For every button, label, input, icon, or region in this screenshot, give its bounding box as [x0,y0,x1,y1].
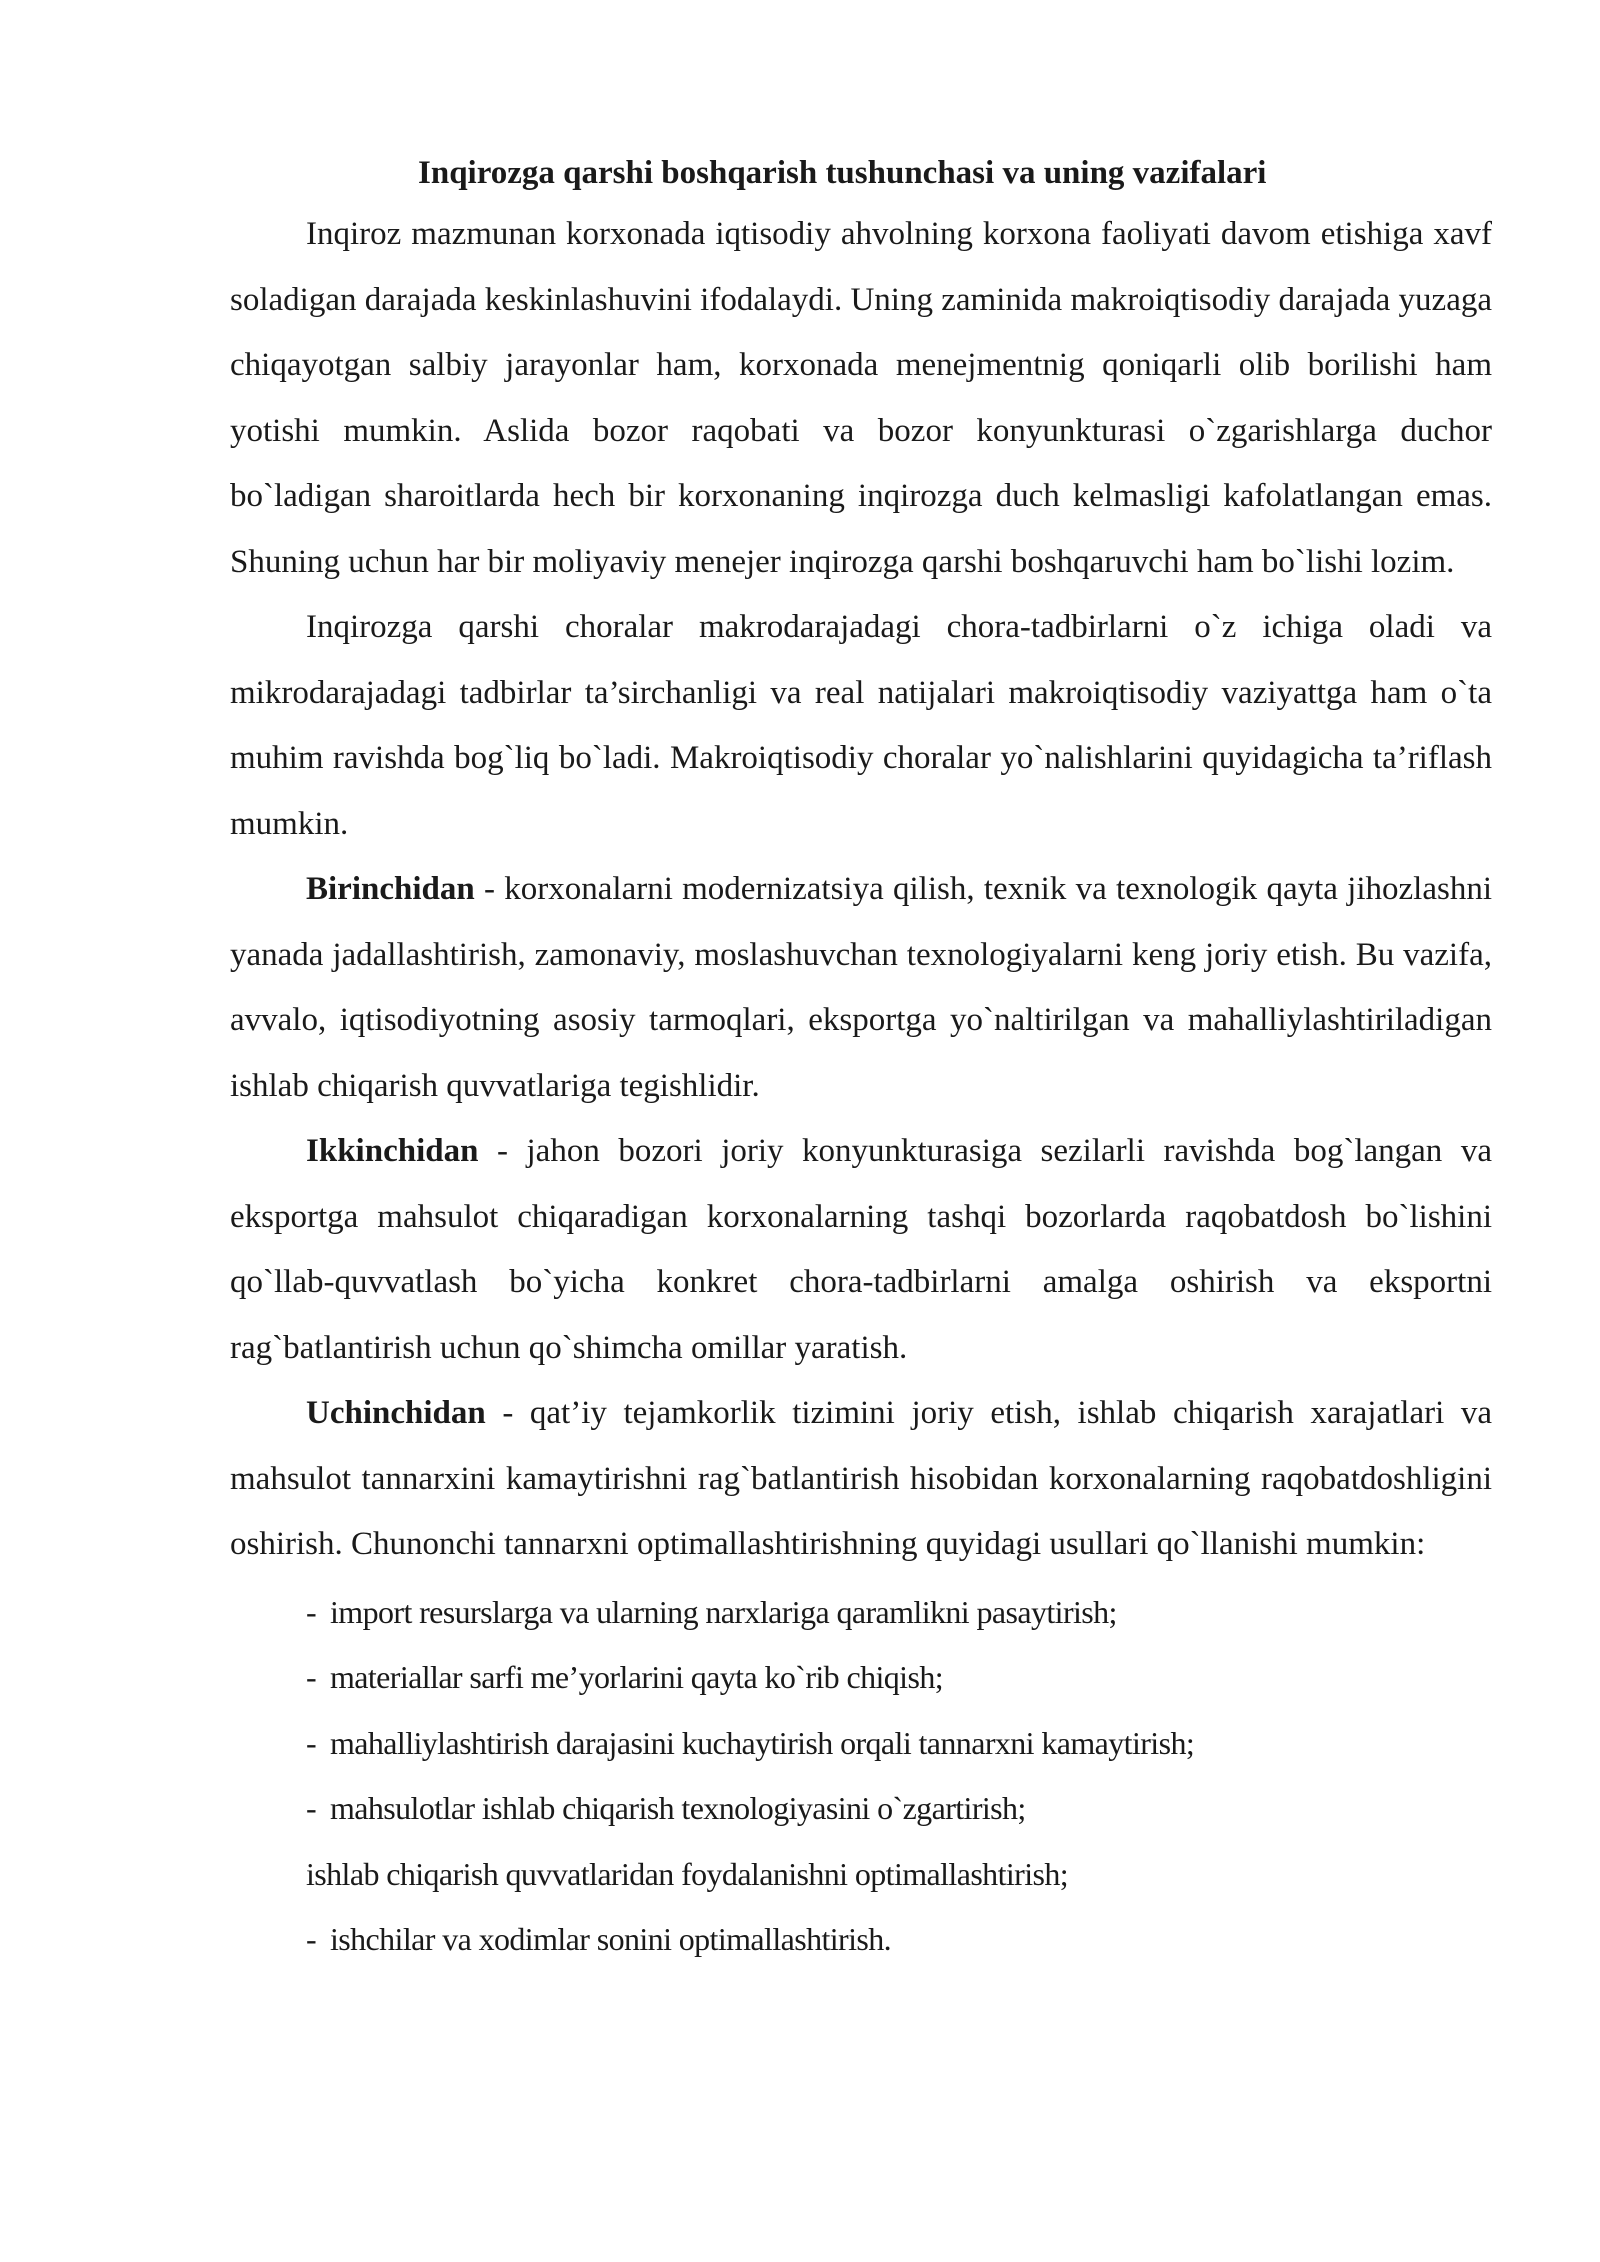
list-dash: - [306,1790,317,1826]
list-item [230,1711,1492,1777]
cost-optimization-list [230,1580,1492,1973]
paragraph-1 [230,202,1492,595]
list-item [230,1842,1492,1908]
list-dash: - [306,1593,317,1630]
list-item-text: mahalliylashtirish darajasini kuchaytirish orqali tannarxni kamaytirish; [330,1724,1195,1761]
list-dash: - [306,1724,317,1761]
list-item [230,1645,1492,1711]
paragraph-text: Inqirozga qarshi choralar makrodarajadagi chora-tadbirlarni o`z ichiga oladi va mikrodarajadagi tadbirlar ta’sirchanligi va real natijalari makroiqtisodiy vaziyattga ham o`ta muhim ravishda bog`liq bo`ladi. Makroiqtisodiy choralar yo`nalishlarini quyidagicha ta’riflash mumkin. [230,609,1492,842]
list-item-text: ishlab chiqarish quvvatlaridan foydalanishni optimallashtirish; [306,1855,1069,1892]
list-item-text: materiallar sarfi me’yorlarini qayta ko`rib chiqish; [330,1659,944,1695]
list-item-text: ishchilar va xodimlar sonini optimallashtirish. [330,1921,892,1957]
list-dash: - [306,1921,317,1957]
paragraph-3 [230,857,1492,1119]
paragraph-text: Inqiroz mazmunan korxonada iqtisodiy ahvolning korxona faoliyati davom etishiga xavf soladigan darajada keskinlashuvini ifodalaydi. Uning zaminida makroiqtisodiy darajada yuzaga chiqayotgan salbiy jarayonlar ham, korxonada menejmentnig qoniqarli olib borilishi ham yotishi mumkin. Aslida bozor raqobati va bozor konyunkturasi o`zgarishlarga duchor bo`ladigan sharoitlarda hech bir korxonaning inqirozga duch kelmasligi kafolatlangan emas. Shuning uchun har bir moliyaviy menejer inqirozga qarshi boshqaruvchi ham bo`lishi lozim. [230,216,1492,580]
list-item [230,1580,1492,1646]
list-item [230,1776,1492,1842]
paragraph-lead: Uchinchidan [306,1395,486,1431]
list-item [230,1907,1492,1973]
paragraph-text: - qat’iy tejamkorlik tizimini joriy etish, ishlab chiqarish xarajatlari va mahsulot tannarxini kamaytirishni rag`batlantirish hisobidan korxonalarning raqobatdoshligini oshirish. Chunonchi tannarxni optimallashtirishning quyidagi usullari qo`llanishi mumkin: [230,1395,1492,1562]
paragraph-lead: Ikkinchidan [306,1133,479,1169]
paragraph-4 [230,1119,1492,1381]
list-item-text: import resurslarga va ularning narxlariga qaramlikni pasaytirish; [330,1593,1117,1630]
paragraph-text: - korxonalarni modernizatsiya qilish, texnik va texnologik qayta jihozlashni yanada jadallashtirish, zamonaviy, moslashuvchan texnologiyalarni keng joriy etish. Bu vazifa, avvalo, iqtisodiyotning asosiy tarmoqlari, eksportga yo`naltirilgan va mahalliylashtiriladigan ishlab chiqarish quvvatlariga tegishlidir. [230,871,1492,1104]
paragraph-5 [230,1381,1492,1578]
list-dash: - [306,1659,317,1695]
document-title: Inqirozga qarshi boshqarish tushunchasi va uning vazifalari [418,155,1267,191]
paragraph-text: - jahon bozori joriy konyunkturasiga sezilarli ravishda bog`langan va eksportga mahsulot chiqaradigan korxonalarning tashqi bozorlarda raqobatdosh bo`lishini qo`llab-quvvatlash bo`yicha konkret chora-tadbirlarni amalga oshirish va eksportni rag`batlantirish uchun qo`shimcha omillar yaratish. [230,1133,1492,1366]
list-item-text: mahsulotlar ishlab chiqarish texnologiyasini o`zgartirish; [330,1790,1026,1826]
document-page [230,150,1492,1973]
paragraph-lead: Birinchidan [306,871,475,907]
paragraph-2 [230,595,1492,857]
